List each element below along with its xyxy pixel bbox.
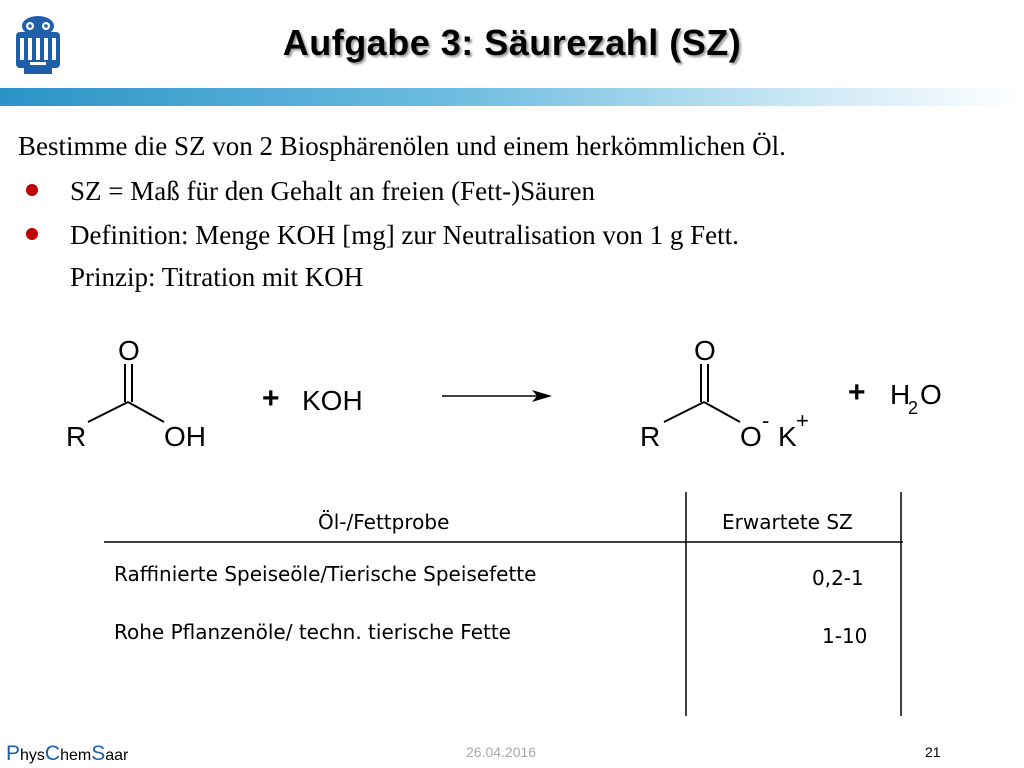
reagent-koh-label: KOH <box>302 385 363 416</box>
page-number: 21 <box>925 744 941 760</box>
water-formula <box>890 379 942 418</box>
intro-text: Bestimme die SZ von 2 Biosphärenölen und einem herkömmlichen Öl. <box>18 131 786 161</box>
title-divider-bar <box>0 88 1024 106</box>
carboxylate-salt-structure <box>640 335 809 452</box>
slide-title: Aufgabe 3: Säurezahl (SZ) <box>282 22 742 63</box>
reaction-arrow-icon <box>442 390 552 402</box>
footer-date: 26.04.2016 <box>466 744 537 760</box>
bullet-item <box>18 170 1008 212</box>
product-o-label: O <box>740 421 762 452</box>
bullet-text-continued: Prinzip: Titration mit KOH <box>70 262 364 292</box>
table-cell-value: 1-10 <box>822 624 868 648</box>
brand-letter-c: C <box>44 742 61 765</box>
brand-text-aar: aar <box>105 747 129 764</box>
carboxylic-acid-structure <box>66 335 206 452</box>
product-negative-charge: - <box>762 408 770 433</box>
product-positive-charge: + <box>796 408 809 433</box>
brand-text-hem: hem <box>60 747 92 764</box>
table-header-sample: Öl-/Fettprobe <box>318 510 450 534</box>
table-cell-sample: Raffinierte Speiseöle/Tierische Speisefette <box>114 562 537 586</box>
plus-sign-2: + <box>848 376 866 409</box>
bullet-text: SZ = Maß für den Gehalt an freien (Fett-)Säuren <box>70 176 596 206</box>
water-o-label: O <box>920 379 942 410</box>
bullet-dot-icon <box>26 228 38 240</box>
table-cell-sample: Rohe Pflanzenöle/ techn. tierische Fette <box>114 620 511 644</box>
sz-table <box>0 490 1024 720</box>
slide-body <box>18 124 1008 298</box>
bullet-text: Definition: Menge KOH [mg] zur Neutralisation von 1 g Fett. <box>70 220 739 250</box>
bullet-dot-icon <box>26 184 38 196</box>
water-subscript: 2 <box>908 398 919 418</box>
product-r-label: R <box>640 421 661 452</box>
water-h-label: H <box>890 379 911 410</box>
reactant-oh-label: OH <box>164 421 206 452</box>
product-oxygen-label: O <box>694 335 716 366</box>
product-k-label: K <box>778 421 797 452</box>
brand-text-hys: hys <box>20 747 45 764</box>
reactant-r-label: R <box>66 421 87 452</box>
plus-sign-1: + <box>262 382 280 415</box>
reactant-oxygen-label: O <box>118 335 140 366</box>
bullet-list <box>18 170 1008 298</box>
table-header-expected-sz: Erwartete SZ <box>722 510 853 534</box>
reaction-scheme <box>40 330 1000 480</box>
bullet-item <box>18 214 1008 298</box>
table-cell-value: 0,2-1 <box>812 566 864 590</box>
footer-brand <box>6 742 128 766</box>
brand-letter-p: P <box>6 742 21 765</box>
brand-letter-s: S <box>91 742 106 765</box>
